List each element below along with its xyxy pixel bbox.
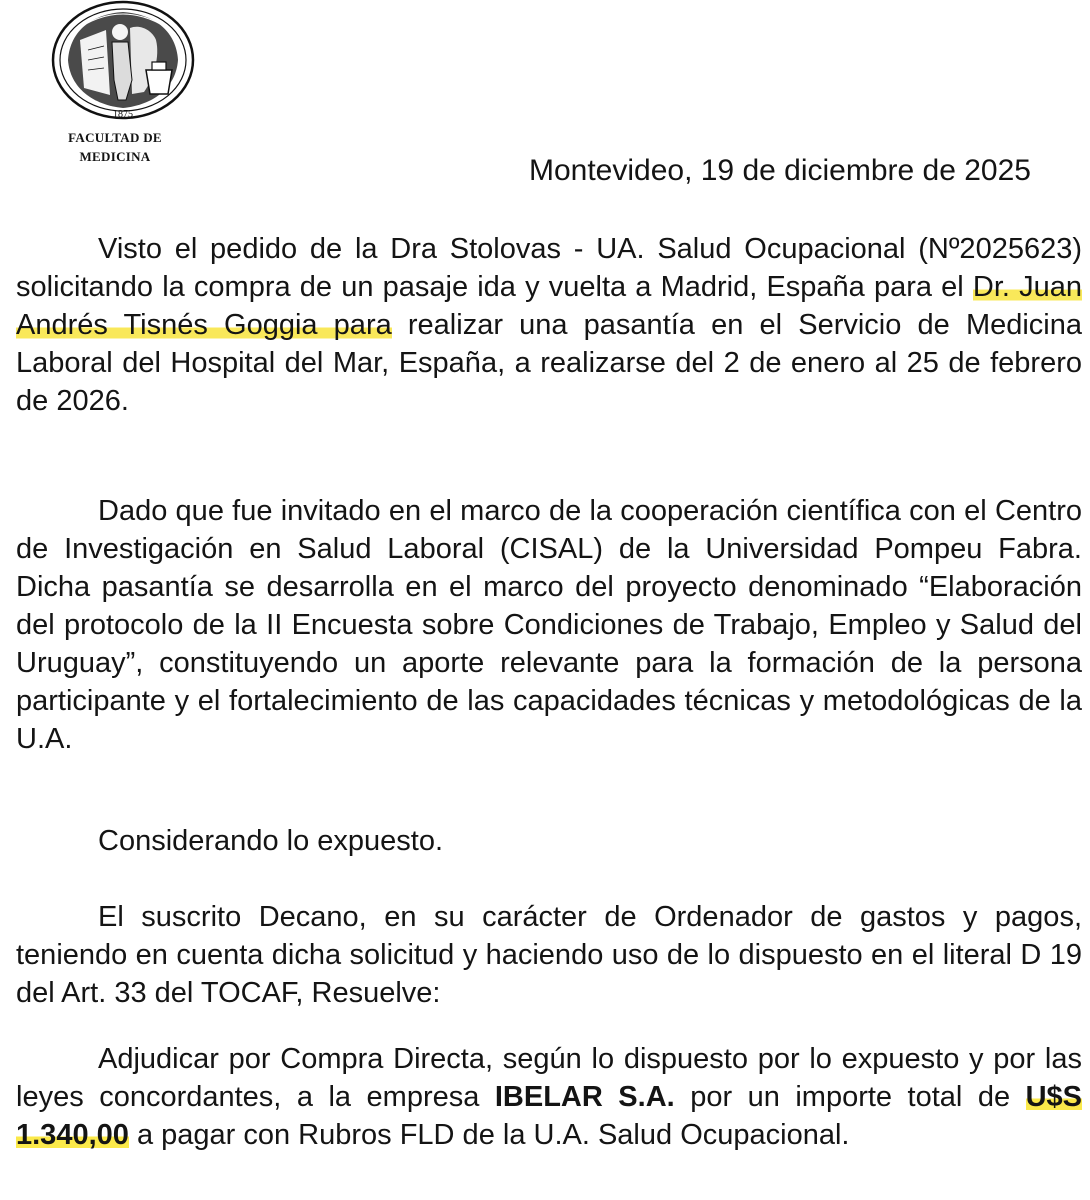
- highlighted-name: Dr. Juan Andrés Tisnés Goggia para: [16, 271, 1083, 341]
- paragraph-request: [16, 230, 1082, 420]
- faculty-seal-logo: [48, 0, 198, 128]
- paragraph-resolution: El suscrito Decano, en su carácter de Ordenador de gastos y pagos, teniendo en cuenta dicha solicitud y haciendo uso de lo dispuesto en el literal D 19 del Art. 33 del TOCAF, Resuelve:: [16, 901, 1082, 1009]
- seal-year: 1875: [113, 109, 133, 120]
- company-name: IBELAR S.A.: [494, 1081, 675, 1113]
- faculty-line-1: FACULTAD DE: [68, 130, 162, 145]
- paragraph-request-text-b: realizar una pasantía en el Servicio de Medicina Laboral del Hospital del Mar, España, a realizarse del 2 de enero al 25 de febrero de 2026.: [16, 309, 1082, 417]
- paragraph-award-text-b: por un importe total de: [674, 1081, 1026, 1113]
- amount-value: U$S 1.340,00: [16, 1081, 1083, 1151]
- paragraph-award-text-a: Adjudicar por Compra Directa, según lo dispuesto por lo expuesto y por las leyes concordantes, a la empresa: [16, 1043, 1082, 1113]
- paragraph-invitation: Dado que fue invitado en el marco de la cooperación científica con el Centro de Investigación en Salud Laboral (CISAL) de la Universidad Pompeu Fabra. Dicha pasantía se desarrolla en el marco del proyecto denominado “Elaboración del protocolo de la II Encuesta sobre Condiciones de Trabajo, Empleo y Salud del Uruguay”, constituyendo un aporte relevante para la formación de la persona participante y el fortalecimiento de las capacidades técnicas y metodológicas de la U.A.: [16, 495, 1082, 755]
- paragraph-award-text-c: a pagar con Rubros FLD de la U.A. Salud Ocupacional.: [128, 1119, 850, 1151]
- document-date: Montevideo, 19 de diciembre de 2025: [528, 154, 1031, 187]
- paragraph-considering: Considerando lo expuesto.: [98, 825, 444, 857]
- paragraph-request-text-a: Visto el pedido de la Dra Stolovas - UA. Salud Ocupacional (Nº2025623) solicitando la compra de un pasaje ida y vuelta a Madrid, España para el: [16, 233, 1082, 303]
- paragraph-award: [16, 1040, 1082, 1154]
- faculty-line-2: MEDICINA: [79, 149, 151, 164]
